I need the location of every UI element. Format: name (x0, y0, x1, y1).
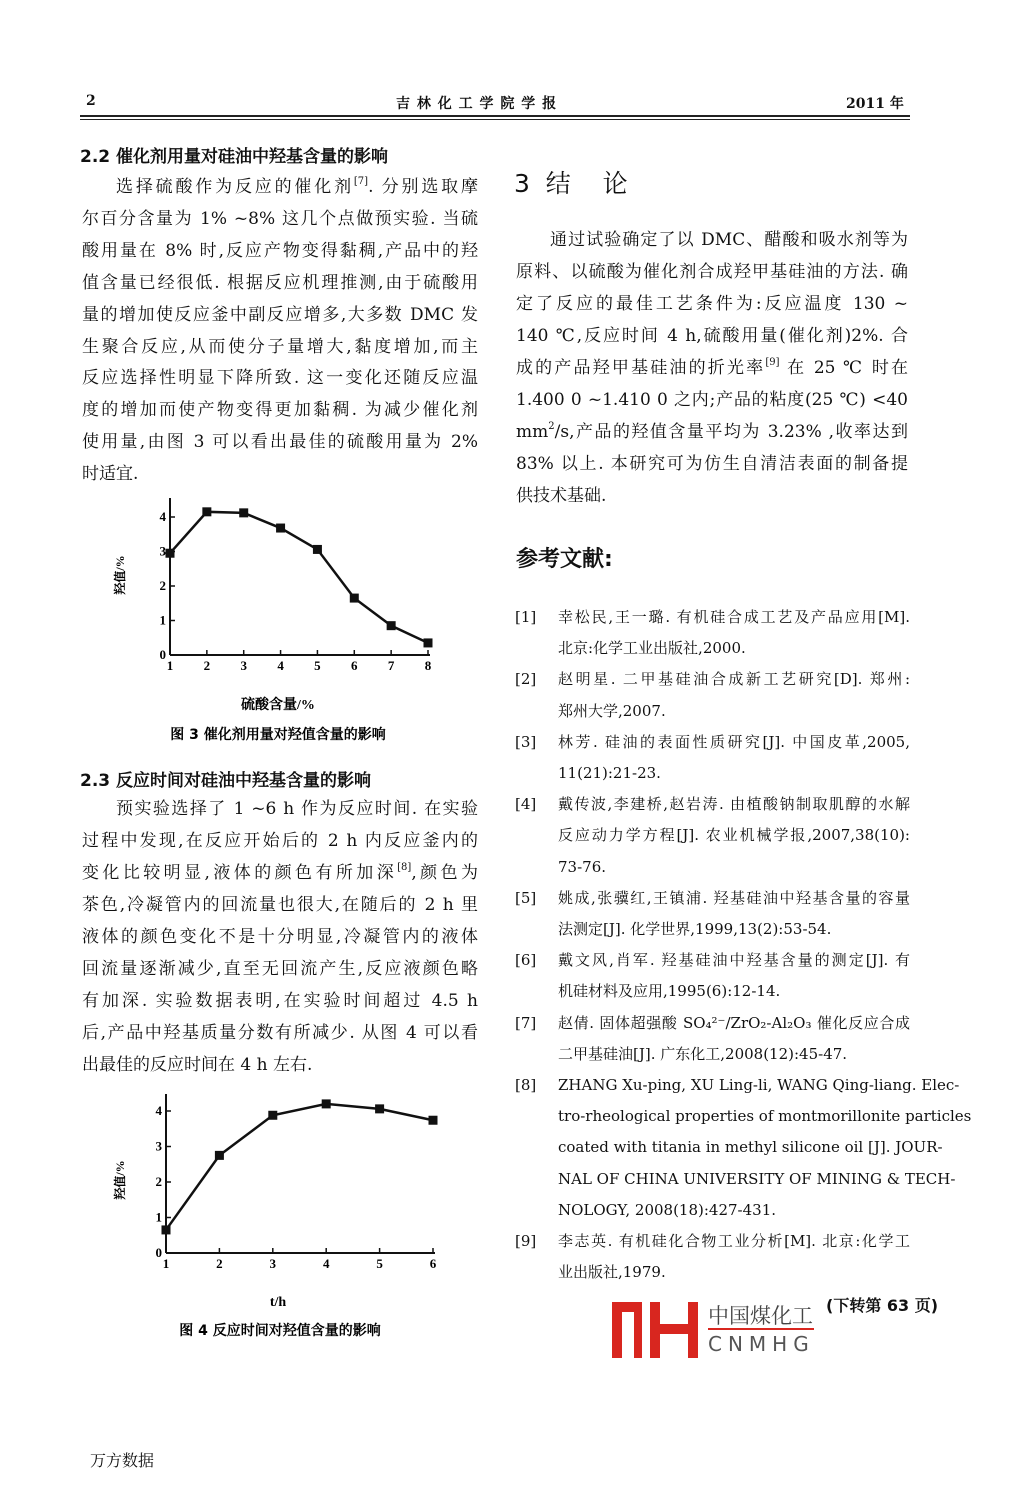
text-line (116, 797, 478, 821)
text-segment: mm (516, 422, 549, 442)
text-segment: 出最佳的反应时间在 4 h 左右. (82, 1055, 313, 1075)
y-tick-label: 0 (159, 647, 166, 662)
section-2-3-heading: 2.3 反应时间对硅油中羟基含量的影响 (80, 771, 372, 791)
text-line (82, 430, 478, 454)
reference-text: 郑州大学,2007. (558, 701, 666, 720)
continued-note: (下转第 63 页) (826, 1296, 939, 1315)
x-tick-label: 1 (162, 1256, 170, 1271)
text-line (82, 462, 478, 486)
data-point-marker (276, 524, 285, 533)
y-tick-label: 1 (155, 1209, 162, 1225)
text-line (550, 228, 908, 252)
text-segment: . 分别选取摩 (368, 177, 479, 197)
reference-text: 北京:化学工业出版社,2000. (558, 639, 746, 658)
text-line (82, 989, 478, 1013)
text-segment: 度的增加而使产物变得更加黏稠. 为减少催化剂 (82, 400, 478, 421)
journal-name: 吉 林 化 工 学 院 学 报 (396, 96, 558, 112)
reference-text: ZHANG Xu-ping, XU Ling-li, WANG Qing-liang. Elec- (558, 1076, 960, 1094)
reference-text: tro-rheological properties of montmorillonite particles (558, 1107, 972, 1126)
text-line (516, 260, 908, 284)
series-line (166, 1104, 433, 1230)
x-tick-label: 8 (424, 658, 432, 673)
data-point-marker (387, 621, 396, 630)
text-segment: 回流量逐渐减少,直至无回流产生,反应液颜色略 (82, 959, 478, 979)
reference-text: 业出版社,1979. (558, 1263, 666, 1282)
text-segment: 值含量已经很低. 根据反应机理推测,由于硫酸用 (82, 272, 478, 293)
text-line (82, 893, 478, 917)
citation-superscript: [9] (765, 357, 780, 368)
text-line (82, 861, 478, 885)
text-segment: 有加深. 实验数据表明,在实验时间超过 4.5 h (82, 991, 478, 1011)
text-segment: 140 ℃,反应时间 4 h,硫酸用量(催化剂)2%. 合 (516, 326, 908, 346)
footer-source: 万方数据 (90, 1451, 155, 1470)
text-line (82, 398, 478, 422)
text-line (516, 484, 908, 508)
reference-text: 戴传波,李建桥,赵岩涛. 由植酸钠制取肌醇的水解 (558, 795, 910, 814)
y-tick-label: 4 (155, 1103, 162, 1118)
text-segment: 时适宜. (82, 464, 139, 485)
text-segment: 变化比较明显,液体的颜色有所加深 (82, 863, 398, 883)
citation-superscript: 2 (548, 421, 555, 432)
text-segment: 原料、以硫酸为催化剂合成羟甲基硅油的方法. 确 (516, 262, 908, 282)
watermark-en-text: CNMHG (708, 1332, 815, 1356)
reference-number: [6] (515, 951, 537, 970)
text-segment: 过程中发现,在反应开始后的 2 h 内反应釜内的 (82, 831, 478, 851)
reference-text: 戴文风,肖军. 羟基硅油中羟基含量的测定[J]. 有 (558, 951, 910, 970)
page-number: 2 (86, 93, 96, 109)
reference-number: [4] (515, 795, 537, 814)
reference-number: [9] (515, 1232, 537, 1250)
data-point-marker (239, 508, 248, 517)
x-tick-label: 4 (277, 658, 284, 673)
reference-number: [2] (515, 670, 537, 689)
x-tick-label: 5 (314, 658, 321, 673)
text-segment: 选择硫酸作为反应的催化剂 (116, 177, 354, 197)
text-line (516, 388, 908, 412)
data-point-marker (215, 1151, 224, 1160)
text-segment: 尔百分含量为 1% ~8% 这几个点做预实验. 当硫 (82, 208, 478, 229)
text-segment: 定了反应的最佳工艺条件为:反应温度 130 ~ (516, 294, 908, 314)
y-axis-label: 羟值/% (113, 555, 127, 595)
text-line (516, 292, 908, 316)
x-tick-label: 2 (203, 658, 211, 673)
header-rule (80, 115, 910, 117)
reference-number: [1] (515, 608, 537, 626)
text-line (82, 1053, 478, 1077)
reference-text: 赵明星. 二甲基硅油合成新工艺研究[D]. 郑州: (558, 670, 910, 689)
y-tick-label: 3 (155, 1138, 162, 1154)
watermark-cn-text: 中国煤化工 (708, 1300, 813, 1330)
reference-text: 机硅材料及应用,1995(6):12-14. (558, 982, 781, 1001)
text-segment: 预实验选择了 1 ~6 h 作为反应时间. 在实验 (116, 799, 478, 819)
x-tick-label: 7 (387, 658, 395, 673)
text-line (516, 420, 908, 444)
reference-text: 二甲基硅油[J]. 广东化工,2008(12):45-47. (558, 1044, 848, 1063)
text-line (82, 1021, 478, 1045)
issue-year: 2011 年 (846, 96, 904, 112)
reference-text: NAL OF CHINA UNIVERSITY OF MINING & TECH- (558, 1169, 956, 1188)
y-tick-label: 1 (159, 612, 166, 628)
y-tick-label: 2 (159, 578, 166, 593)
data-point-marker (202, 507, 211, 516)
text-segment: 供技术基础. (516, 486, 607, 506)
x-tick-label: 2 (216, 1256, 223, 1271)
text-line (82, 335, 478, 359)
reference-text: 林芳. 硅油的表面性质研究[J]. 中国皮革,2005, (558, 732, 910, 751)
text-segment: /s,产品的羟值含量平均为 3.23% ,收率达到 (554, 422, 908, 442)
x-tick-label: 6 (429, 1256, 437, 1271)
data-point-marker (375, 1104, 384, 1113)
text-segment: 液体的颜色变化不是十分明显,冷凝管内的液体 (82, 927, 478, 947)
reference-text: 73-76. (558, 857, 607, 876)
text-segment: 通过试验确定了以 DMC、醋酸和吸水剂等为 (550, 230, 908, 250)
x-tick-label: 6 (351, 658, 358, 673)
text-line (82, 303, 478, 327)
x-tick-label: 5 (376, 1256, 383, 1271)
text-segment: 1.400 0 ~1.410 0 之内;产品的粘度(25 ℃) <40 (516, 390, 908, 410)
data-point-marker (350, 594, 359, 603)
text-segment: 生聚合反应,从而使分子量增大,黏度增加,而主 (82, 336, 478, 357)
y-axis-label: 羟值/% (113, 1160, 127, 1200)
text-line (516, 324, 908, 348)
text-segment: 后,产品中羟基质量分数有所减少. 从图 4 可以看 (82, 1023, 478, 1043)
data-point-marker (162, 1225, 171, 1234)
x-axis-label: 硫酸含量/% (241, 698, 315, 713)
citation-superscript: [8] (397, 862, 412, 873)
x-axis-label: t/h (269, 1295, 287, 1310)
reference-text: NOLOGY, 2008(18):427-431. (558, 1200, 777, 1219)
data-point-marker (166, 549, 175, 558)
text-segment: 在 25 ℃ 时在 (779, 358, 909, 378)
reference-text: coated with titania in methyl silicone oil [J]. JOUR- (558, 1138, 943, 1157)
cnmhg-watermark-logo (612, 1300, 822, 1360)
x-tick-label: 3 (240, 658, 247, 673)
y-tick-label: 4 (159, 509, 166, 524)
text-line (516, 452, 908, 476)
text-segment: 酸用量在 8% 时,反应产物变得黏稠,产品中的羟 (82, 240, 478, 261)
data-point-marker (313, 545, 322, 554)
section-3-heading: 3 结 论 (514, 169, 628, 198)
watermark-divider (708, 1328, 814, 1330)
text-line (82, 925, 478, 949)
x-tick-label: 4 (322, 1256, 330, 1271)
citation-superscript: [7] (353, 176, 369, 187)
text-line (82, 207, 478, 231)
y-tick-label: 0 (155, 1245, 162, 1260)
text-line (82, 366, 478, 390)
reference-text: 法测定[J]. 化学世界,1999,13(2):53-54. (558, 920, 832, 938)
section-2-2-heading: 2.2 催化剂用量对硅油中羟基含量的影响 (80, 147, 389, 167)
data-point-marker (429, 1116, 438, 1125)
figure-caption: 图 4 反应时间对羟值含量的影响 (179, 1323, 381, 1339)
reference-text: 赵倩. 固体超强酸 SO₄²⁻/ZrO₂-Al₂O₃ 催化反应合成 (558, 1013, 910, 1032)
text-line (116, 175, 478, 199)
figure-3-chart (100, 490, 460, 750)
y-tick-label: 2 (155, 1174, 162, 1189)
x-tick-label: 3 (269, 1256, 277, 1271)
text-segment: 茶色,冷凝管内的回流量也很大,在随后的 2 h 里 (82, 895, 478, 915)
figure-caption: 图 3 催化剂用量对羟值含量的影响 (170, 727, 386, 743)
data-point-marker (268, 1111, 277, 1120)
reference-text: 李志英. 有机硅化合物工业分析[M]. 北京:化学工 (558, 1232, 910, 1250)
y-tick-label: 3 (159, 543, 166, 559)
text-line (82, 957, 478, 981)
reference-number: [7] (515, 1013, 537, 1032)
references-heading: 参考文献: (516, 547, 613, 572)
text-segment: 使用量,由图 3 可以看出最佳的硫酸用量为 2% (82, 432, 478, 453)
text-segment: 成的产品羟甲基硅油的折光率 (516, 358, 766, 378)
mh-logo-icon (612, 1300, 702, 1360)
text-segment: 反应选择性明显下降所致. 这一变化还随反应温 (82, 368, 478, 389)
data-point-marker (322, 1099, 331, 1108)
text-line (82, 271, 478, 295)
reference-number: [8] (515, 1076, 537, 1094)
reference-number: [5] (515, 888, 537, 907)
text-line (82, 239, 478, 263)
header-rule-thin (80, 119, 910, 120)
reference-text: 11(21):21-23. (558, 764, 661, 782)
figure-4-chart (100, 1090, 460, 1350)
data-point-marker (424, 638, 433, 647)
text-line (516, 356, 908, 380)
reference-text: 反应动力学方程[J]. 农业机械学报,2007,38(10): (558, 826, 910, 845)
reference-text: 姚成,张骥红,王镇浦. 羟基硅油中羟基含量的容量 (558, 888, 910, 907)
reference-text: 幸松民,王一璐. 有机硅合成工艺及产品应用[M]. (558, 608, 910, 626)
text-segment: 量的增加使反应釜中副反应增多,大多数 DMC 发 (82, 304, 478, 325)
x-tick-label: 1 (166, 658, 174, 673)
text-line (82, 829, 478, 853)
reference-number: [3] (515, 732, 537, 751)
text-segment: 83% 以上. 本研究可为仿生自清洁表面的制备提 (516, 454, 908, 474)
text-segment: ,颜色为 (411, 863, 478, 883)
